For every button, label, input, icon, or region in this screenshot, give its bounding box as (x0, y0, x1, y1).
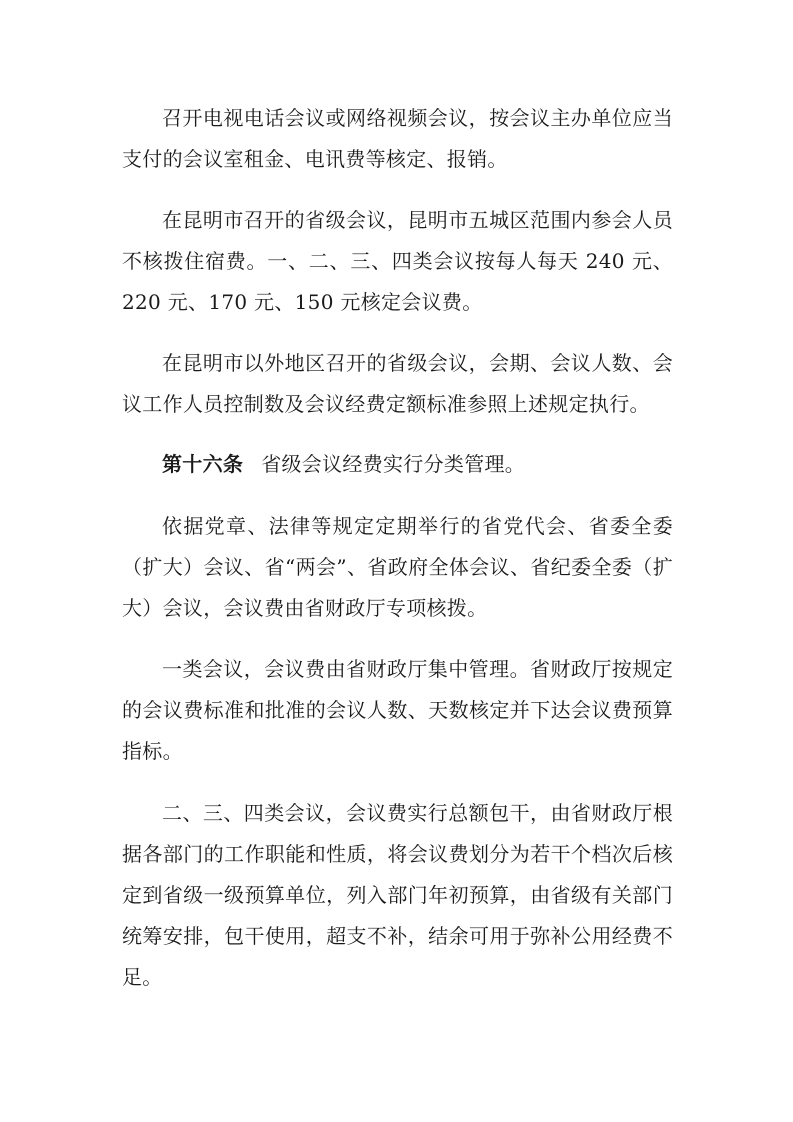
paragraph-class-one: 一类会议，会议费由省财政厅集中管理。省财政厅按规定的会议费标准和批准的会议人数、天数核定并下达会议费预算指标。 (122, 657, 673, 763)
article-number: 第十六条 (162, 452, 244, 476)
paragraph-teleconference: 召开电视电话会议或网络视频会议，按会议主办单位应当支付的会议室租金、电讯费等核定、报销。 (122, 106, 673, 171)
paragraph-outside-kunming: 在昆明市以外地区召开的省级会议，会期、会议人数、会议工作人员控制数及会议经费定额标准参照上述规定执行。 (122, 351, 673, 416)
paragraph-kunming-meetings: 在昆明市召开的省级会议，昆明市五城区范围内参会人员不核拨住宿费。一、二、三、四类会议按每人每天 240 元、220 元、170 元、150 元核定会议费。 (122, 208, 673, 314)
paragraph-class-two-to-four: 二、三、四类会议，会议费实行总额包干，由省财政厅根据各部门的工作职能和性质，将会议费划分为若干个档次后核定到省级一级预算单位，列入部门年初预算，由省级有关部门统筹安排，包干使用，超支不补，结余可用于弥补公用经费不足。 (122, 801, 673, 989)
article-title: 省级会议经费实行分类管理。 (261, 452, 526, 476)
article-sixteen-heading (122, 444, 673, 485)
paragraph-special-meetings: 依据党章、法律等规定定期举行的省党代会、省委全委（扩大）会议、省“两会”、省政府全体会议、省纪委全委（扩大）会议，会议费由省财政厅专项核拨。 (122, 514, 673, 620)
